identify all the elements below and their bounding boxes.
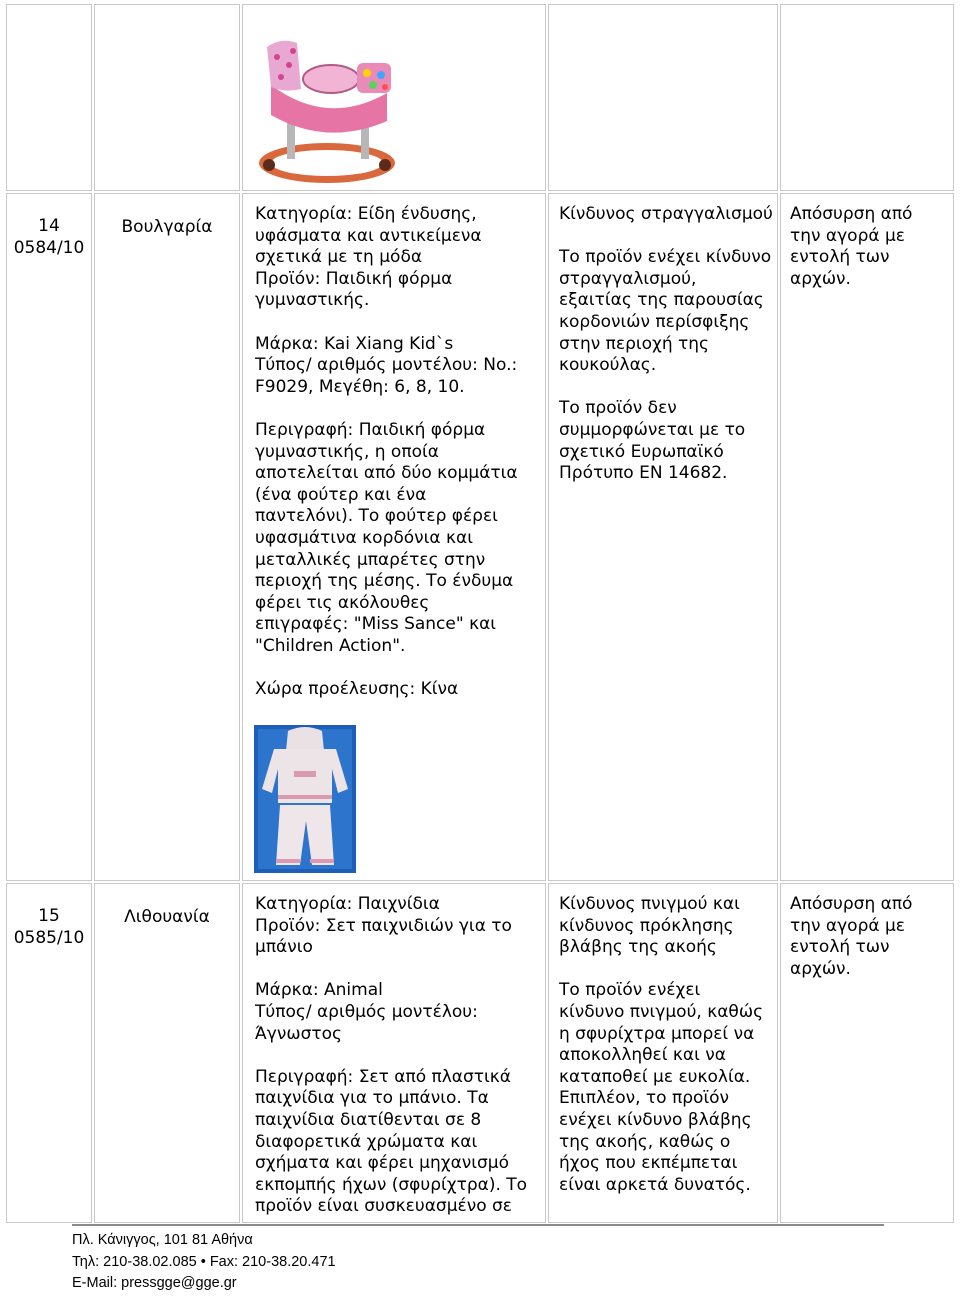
baby-walker-photo bbox=[257, 35, 397, 185]
row14-description: Κατηγορία: Είδη ένδυσης, υφάσματα και αντικείμενα σχετικά με τη μόδα Προϊόν: Παιδική φόρμα γυμναστικής. Μάρκα: Kai Xiang Kid`s Τύπος/ αριθμός μοντέλου: No.: F9029, Μεγέθη: 6, 8, 10. Περιγραφή: Παιδική φόρμα γυμναστικής, η οποία αποτελείται από δύο κομμάτια (ένα φούτερ και ένα παντελόνι). Το φούτερ φέρει υφασμάτινα κορδόνια και μεταλλικές μπαρέτες στην περιοχή της μέσης. Το ένδυμα φέρει τις ακόλουθες επιγραφές: "Miss Sance" και "Children Action". Χώρα προέλευσης: Κίνα bbox=[255, 204, 518, 700]
row15-country-cell bbox=[94, 883, 240, 1223]
prev-row-risk-cell bbox=[548, 4, 778, 191]
row14-number-cell bbox=[6, 193, 92, 881]
row14-country: Βουλγαρία bbox=[121, 217, 213, 237]
prev-row-measures-cell bbox=[780, 4, 954, 191]
prev-row-country-cell bbox=[94, 4, 240, 191]
row14-country-cell bbox=[94, 193, 240, 881]
row14-risk: Κίνδυνος στραγγαλισμού Το προϊόν ενέχει κίνδυνο στραγγαλισμού, εξαιτίας της παρουσίας κορδονιών περίσφιξης στην περιοχή της κουκούλας. Το προϊόν δεν συμμορφώνεται με το σχετικό Ευρωπαϊκό Πρότυπο EN 14682. bbox=[559, 204, 773, 484]
row15-country: Λιθουανία bbox=[124, 907, 210, 927]
row15-measures-cell bbox=[780, 883, 954, 1223]
row15-description: Κατηγορία: Παιχνίδια Προϊόν: Σετ παιχνιδιών για το μπάνιο Μάρκα: Animal Τύπος/ αριθμός μοντέλου: Άγνωστος Περιγραφή: Σετ από πλαστικά παιχνίδια για το μπάνιο. Τα παιχνίδια διατίθενται σε 8 διαφορετικά χρώματα και σχήματα και φέρει μηχανισμό εκπομπής ήχων (σφυρίχτρα). Το προϊόν είναι συσκευασμένο σε bbox=[255, 894, 528, 1217]
row15-risk: Κίνδυνος πνιγμού και κίνδυνος πρόκλησης βλάβης της ακοής Το προϊόν ενέχει κίνδυνο πνιγμού, καθώς η σφυρίχτρα μπορεί να αποκολληθεί και να καταποθεί με ευκολία. Επιπλέον, το προϊόν ενέχει κίνδυνο βλάβης της ακοής, καθώς ο ήχος που εκπέμπεται είναι αρκετά δυνατός. bbox=[559, 894, 764, 1195]
row14-number: 14 0584/10 bbox=[13, 216, 85, 258]
footer-divider bbox=[72, 1224, 884, 1226]
footer-email[interactable]: E-Mail: pressgge@gge.gr bbox=[72, 1275, 237, 1291]
tracksuit-photo bbox=[254, 725, 356, 873]
row15-number-cell bbox=[6, 883, 92, 1223]
footer bbox=[72, 1230, 336, 1295]
row14-measures-cell bbox=[780, 193, 954, 881]
row15-description-cell bbox=[242, 883, 546, 1223]
row15-risk-cell bbox=[548, 883, 778, 1223]
row15-measures: Απόσυρση από την αγορά με εντολή των αρχών. bbox=[790, 894, 913, 979]
row15-number: 15 0585/10 bbox=[13, 906, 85, 948]
row14-risk-cell bbox=[548, 193, 778, 881]
prev-row-description-cell bbox=[242, 4, 546, 191]
footer-phones: Τηλ: 210-38.02.085 • Fax: 210-38.20.471 bbox=[72, 1253, 336, 1270]
row14-measures: Απόσυρση από την αγορά με εντολή των αρχών. bbox=[790, 204, 913, 289]
row14-description-cell bbox=[242, 193, 546, 881]
footer-address: Πλ. Κάνιγγος, 101 81 Αθήνα bbox=[72, 1232, 253, 1248]
prev-row-number-cell bbox=[6, 4, 92, 191]
